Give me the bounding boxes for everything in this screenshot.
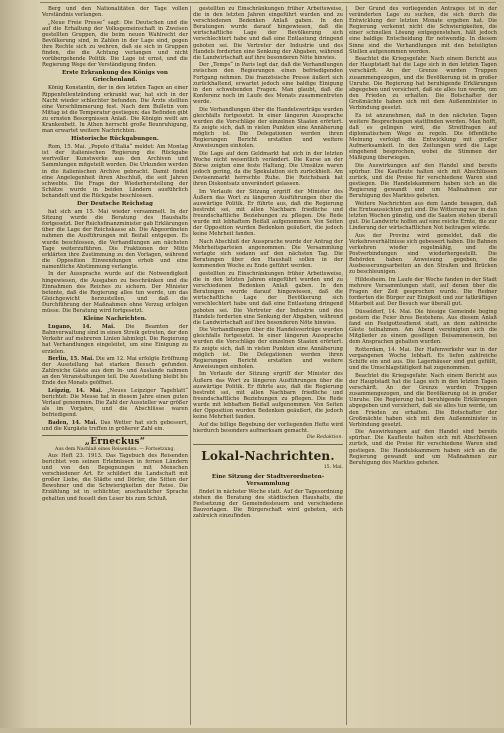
news-text: Das Wetter hat sich gebessert, und die Kurgäste treffen in größerer Zahl ein. bbox=[42, 420, 188, 433]
news-text: Die am 12. Mai erfolgte Eröffnung der Ausstellung hat starken Besuch gefunden. Zahlreiche Gäste aus dem In- und Auslande nahmen an den Veranstaltungen teil. Die Ausstellung bleibt bis Ende des Monats geöffnet. bbox=[42, 356, 188, 387]
column-1 bbox=[42, 6, 188, 727]
article-heading: Historische Rückgabungen. bbox=[71, 136, 159, 143]
column-divider bbox=[190, 6, 191, 725]
paragraph: Es ist anzunehmen, daß in den nächsten Tagen weitere Besprechungen stattfinden werden. Man hofft, daß es gelingen wird, die Streitfragen auf diplomatischem Wege zu regeln. Die öffentliche Meinung verfolgt die Entwicklung mit großer Aufmerksamkeit. In den Zeitungen wird die Lage eingehend besprochen, wobei die Stimmen der Mäßigung überwiegen. bbox=[349, 112, 497, 162]
article-heading: Erste Erkrankung des Königs von Griechenland. bbox=[62, 70, 168, 84]
paragraph: Beachtet die Kriegsgefahr. Nach einem Bericht aus der Hauptstadt hat die Lage sich in den letzten Tagen verschärft. An der Grenze wurden Truppen zusammengezogen, und die Bevölkerung ist in großer Unruhe. Die Regierung hat beruhigende Erklärungen abgegeben und versichert, daß sie alles tun werde, um den Frieden zu erhalten. Die Botschafter der Großmächte haben sich mit dem Außenminister in Verbindung gesetzt. bbox=[349, 372, 497, 428]
paragraph: Die Verhandlungen über die Handelsverträge wurden gleichfalls fortgesetzt. In einer längeren Aussprache wurden die Vorschläge der einzelnen Staaten erörtert. Es zeigte sich, daß in vielen Punkten eine Annäherung möglich ist. Die Delegationen werden ihren Regierungen Bericht erstatten und weitere Anweisungen einholen. bbox=[193, 106, 343, 150]
paragraph: König Konstantin, der in den letzten Tagen an einer Rippenfellentzündung erkrankt war, hat sich in der Nacht wieder schlechter befunden. Die Ärzte stellten eine Verschlimmerung fest. Nach dem Bulletin vom Mittag ist die Temperatur gestiegen; das Befinden gibt zu ernsten Besorgnissen Anlaß. Die Königin weilt am Krankenbett. In Athen herrscht große Beunruhigung, man erwartet weitere Nachrichten. bbox=[42, 85, 188, 135]
paragraph: Düsseldorf, 14. Mai. Die hiesige Gemeinde beging gestern die Feier ihres Bestehens. Aus diesem Anlaß fand ein Festgottesdienst statt, an dem zahlreiche Gäste teilnahmen. Am Abend vereinigten sich die Mitglieder zu einem geselligen Beisammensein, bei dem Ansprachen gehalten wurden. bbox=[349, 309, 497, 346]
news-item bbox=[42, 420, 188, 432]
section-heading-local-news: Lokal-Nachrichten. bbox=[201, 449, 335, 464]
dateline: Baden, 14. Mai. bbox=[48, 420, 98, 427]
paragraph: Der „Temps“ in Paris legt dar, daß die Verhandlungen zwischen den Regierungen einen befriedigenden Fortgang nehmen. Die französische Presse äußert sich zurückhaltend, erwartet jedoch eine baldige Einigung in den schwebenden Fragen. Man glaubt, daß die Konferenz noch im Laufe des Monats zusammentreten werde. bbox=[193, 62, 343, 105]
paragraph: Aus Heft 23. 1913. Das Tagebuch des Reisenden berichtet von seinen Erlebnissen in fernen Ländern und von den Begegnungen mit Menschen verschiedener Art. Er schildert die Landschaft mit großer Liebe, die Städte und Dörfer, die Sitten der Bewohner und die Schwierigkeiten der Reise. Die Erzählung ist in schlichter, anschaulicher Sprache gehalten und fesselt den Leser bis zum Schluß. bbox=[42, 452, 188, 502]
paragraph: Rom, 15. Mai. „Popolo d'Italia“ meldet: Am Montag ist der italienischen Regierung die Rückgabe wertvoller Kunstwerke aus den Archiven und Sammlungen mitgeteilt worden. Die Urkunden werden in die italienischen Archive gebracht. Damit findet eine Angelegenheit ihren Abschluß, die seit Jahren schwebte. Die Frage der Wiederherstellung der Schätze wurde in beiden Ländern ausführlich behandelt und die Rückgabe beschlossen. bbox=[42, 144, 188, 199]
paragraph: Auf die billige Begebung der vorliegenden Hefte wird hierdurch besonders aufmerksam gemacht. bbox=[193, 421, 343, 434]
column-2 bbox=[193, 6, 343, 727]
top-rule bbox=[40, 2, 496, 3]
paragraph: Der Grund des vorliegenden Antrages ist in der veränderten Lage zu suchen, die sich durch die Entwicklung der letzten Monate ergeben hat. Die Regierung verkennt nicht die Schwierigkeiten, die einer schnellen Lösung entgegenstehen, hält jedoch eine baldige Entscheidung für notwendig. In diesem Sinne sind die Verhandlungen mit den beteiligten Stellen aufgenommen worden. bbox=[349, 6, 497, 55]
section-rule bbox=[42, 435, 188, 436]
paragraph: Hildesheim. Im Laufe der Woche fanden in der Stadt mehrere Versammlungen statt, auf denen über die Fragen der Zeit gesprochen wurde. Die Redner forderten die Bürger zur Einigkeit und zur tatkräftigen Mitarbeit auf. Der Besuch war überall gut. bbox=[349, 277, 497, 308]
paragraph: Beachtet die Kriegsgefahr. Nach einem Bericht aus der Hauptstadt hat die Lage sich in den letzten Tagen verschärft. An der Grenze wurden Truppen zusammengezogen, und die Bevölkerung ist in großer Unruhe. Die Regierung hat beruhigende Erklärungen abgegeben und versichert, daß sie alles tun werde, um den Frieden zu erhalten. Die Botschafter der Großmächte haben sich mit dem Außenminister in Verbindung gesetzt. bbox=[349, 56, 497, 111]
column-3 bbox=[349, 6, 497, 727]
section-rule bbox=[193, 444, 343, 445]
column-divider bbox=[346, 6, 347, 725]
dateline: Berlin, 15. Mai. bbox=[48, 356, 95, 363]
paragraph: In der Aussprache wurde auf die Notwendigkeit hingewiesen, die Ausgaben zu beschränken und die Einnahmen des Reiches zu sichern. Der Minister betonte, daß die Regierung alles tun werde, um das Gleichgewicht herzustellen, und daß die Durchführung der Maßnahmen ohne Verzug erfolgen müsse. Die Beratung wird fortgesetzt. bbox=[42, 271, 188, 315]
paragraph: Im Verlaufe der Sitzung ergriff der Minister des Äußern das Wort zu längeren Ausführungen über die auswärtige Politik. Er führte aus, daß die Regierung bestrebt sei, mit allen Nachbarn friedliche und freundschaftliche Beziehungen zu pflegen. Die Rede wurde mit lebhaftem Beifall aufgenommen. Von Seiten der Opposition wurden Bedenken geäußert, die jedoch keine Mehrheit fanden. bbox=[193, 188, 343, 238]
feuilleton-title: „Erneckus“ bbox=[84, 437, 146, 448]
paragraph: gestellten zu Einschränkungen früher Arbeitsweise, die in den letzten Jahren eingeführt wurden und zu verschiedenen Bedenken Anlaß gaben. In den Beratungen wurde darauf hingewiesen, daß die wirtschaftliche Lage der Bevölkerung sich verschlechtert habe und daß eine Entlastung dringend geboten sei. Die Vertreter der Industrie und des Handels forderten eine Senkung der Abgaben, während die Landwirtschaft auf ihre besonderen Nöte hinwies. bbox=[193, 6, 343, 61]
local-date: 15. Mai. bbox=[323, 465, 343, 471]
paragraph: Rotterdam, 14. Mai. Der Hafenverkehr war in der vergangenen Woche lebhaft. Es liefen zahlreiche Schiffe ein und aus. Die Lagerhäuser sind gut gefüllt, und die Umschlagstätigkeit hat zugenommen. bbox=[349, 347, 497, 372]
paragraph: Die Auswirkungen auf den Handel sind bereits spürbar. Die Kaufleute halten sich mit Abschlüssen zurück, und die Preise für verschiedene Waren sind gestiegen. Die Handelskammern haben sich an die Regierung gewandt und um Maßnahmen zur Beruhigung des Marktes gebeten. bbox=[349, 429, 497, 466]
signature: Die Redaktion. bbox=[306, 435, 343, 441]
article-heading: Eine Sitzung der Stadtverordneten-Versammlung bbox=[211, 473, 325, 487]
paragraph: Berg und den Nationalitäten der Tage vollen Verständnis verlangen. bbox=[42, 6, 188, 19]
paragraph: Im Verlaufe der Sitzung ergriff der Minister des Äußern das Wort zu längeren Ausführungen über die auswärtige Politik. Er führte aus, daß die Regierung bestrebt sei, mit allen Nachbarn friedliche und freundschaftliche Beziehungen zu pflegen. Die Rede wurde mit lebhaftem Beifall aufgenommen. Von Seiten der Opposition wurden Bedenken geäußert, die jedoch keine Mehrheit fanden. bbox=[193, 371, 343, 421]
news-text: Die Beamten der Bahnverwaltung sind in einen Streik getreten, der den Verkehr auf mehreren Linien lahmlegt. Die Regierung hat Verhandlungen eingeleitet, um eine Einigung zu erzielen. bbox=[42, 324, 188, 355]
paragraph: Aus der Provinz wird gemeldet, daß die Verkehrsverhältnisse sich gebessert haben. Die Bahnen verkehren wieder regelmäßig, und die Postverbindungen sind wiederhergestellt. Die Behörden haben Anweisung gegeben, die Ausbesserungsarbeiten an den Straßen und Brücken zu beschleunigen. bbox=[349, 232, 497, 276]
paragraph: Die Auswirkungen auf den Handel sind bereits spürbar. Die Kaufleute halten sich mit Abschlüssen zurück, und die Preise für verschiedene Waren sind gestiegen. Die Handelskammern haben sich an die Regierung gewandt und um Maßnahmen zur Beruhigung des Marktes gebeten. bbox=[349, 162, 497, 200]
paragraph: hat sich am 15. Mai wieder versammelt. In der Sitzung wurde die Beratung des Haushalts fortgesetzt. Der Reichsfinanzminister gab Erklärungen über die Lage der Reichskasse ab. Die Abgeordneten nahmen die Ausführungen mit Beifall entgegen. Es wurde beschlossen, die Verhandlungen am nächsten Tage weiterzuführen. Die Fraktionen der Mitte erklärten ihre Zustimmung zu den Vorlagen, während die Opposition Einwendungen erhob und eine namentliche Abstimmung verlangte. bbox=[42, 209, 188, 270]
dateline: Lugano, 14. Mai. bbox=[48, 324, 115, 331]
paragraph: gestellten zu Einschränkungen früher Arbeitsweise, die in den letzten Jahren eingeführt wurden und zu verschiedenen Bedenken Anlaß gaben. In den Beratungen wurde darauf hingewiesen, daß die wirtschaftliche Lage der Bevölkerung sich verschlechtert habe und daß eine Entlastung dringend geboten sei. Die Vertreter der Industrie und des Handels forderten eine Senkung der Abgaben, während die Landwirtschaft auf ihre besonderen Nöte hinwies. bbox=[193, 270, 343, 326]
news-item bbox=[42, 388, 188, 418]
dateline: Leipzig, 14. Mai. bbox=[48, 388, 103, 395]
page-bottom-edge bbox=[0, 728, 504, 733]
paragraph: findet in nächster Woche statt. Auf der Tagesordnung stehen die Beratung des städtischen Haushalts, die Festsetzung der Gemeindesteuern und verschiedene Bauvorlagen. Die Bürgerschaft wird gebeten, sich zahlreich einzufinden. bbox=[193, 488, 343, 519]
paragraph: Nach Abschluß der Aussprache wurde der Antrag der Mehrheitsparteien angenommen. Die Versammlung vertagte sich sodann auf den nächsten Tag. Die Beratungen über den Haushalt sollen in der kommenden Woche zu Ende geführt werden. bbox=[193, 238, 343, 270]
news-item bbox=[42, 324, 188, 354]
paragraph: „Neue Freie Presse“ sagt: Die Deutschen und die auf die Erhaltung der Volksgemeinschaft in Zweisen gestellten Gruppen, die beim neuen Wahlrecht der Bevölkerung sind, in Zahlen in der Lage sind, gegen ihre Rechte sich zu wehren, daß sie sich in Gruppen finden, die die Achtung verlangen und nicht vorübergehende Politik. Die Lage ist ernst, und die Regierung Wege der Verständigung finden. bbox=[42, 19, 188, 69]
paragraph: Die Lage auf dem Geldmarkt hat sich in der letzten Woche nicht wesentlich verändert. Die Kurse an der Börse zeigten eine feste Haltung. Die Umsätze waren jedoch gering, da die Spekulation sich zurückhielt. Am Devisenmarkt herrschte Ruhe. Die Reichsbank hat ihren Diskontsatz unverändert gelassen. bbox=[193, 150, 343, 188]
article-heading: Der Deutsche Reichstag bbox=[76, 201, 153, 208]
paragraph: Weitere Nachrichten aus dem Lande besagen, daß die Ernteaussichten gut sind. Die Witterung war in den letzten Wochen günstig, und die Saaten stehen überall gut. Die Landwirte hoffen auf eine reiche Ernte, die zur Linderung der wirtschaftlichen Not beitragen würde. bbox=[349, 200, 497, 232]
page-binding-edge bbox=[0, 0, 38, 733]
paragraph: Die Verhandlungen über die Handelsverträge wurden gleichfalls fortgesetzt. In einer längeren Aussprache wurden die Vorschläge der einzelnen Staaten erörtert. Es zeigte sich, daß in vielen Punkten eine Annäherung möglich ist. Die Delegationen werden ihren Regierungen Bericht erstatten und weitere Anweisungen einholen. bbox=[193, 327, 343, 370]
news-item bbox=[42, 356, 188, 386]
feuilleton-subtitle: Aus dem Nachlaß eines Reisenden. — Fortsetzung. bbox=[55, 447, 175, 453]
news-text: „Neues Leipziger Tageblatt“ berichtet: Die Messe hat in diesem Jahre einen guten Verlauf genommen. Die Zahl der Aussteller war größer als im Vorjahre, und die Abschlüsse waren befriedigend. bbox=[42, 388, 188, 419]
article-heading: Kleine Nachrichten. bbox=[83, 316, 147, 323]
